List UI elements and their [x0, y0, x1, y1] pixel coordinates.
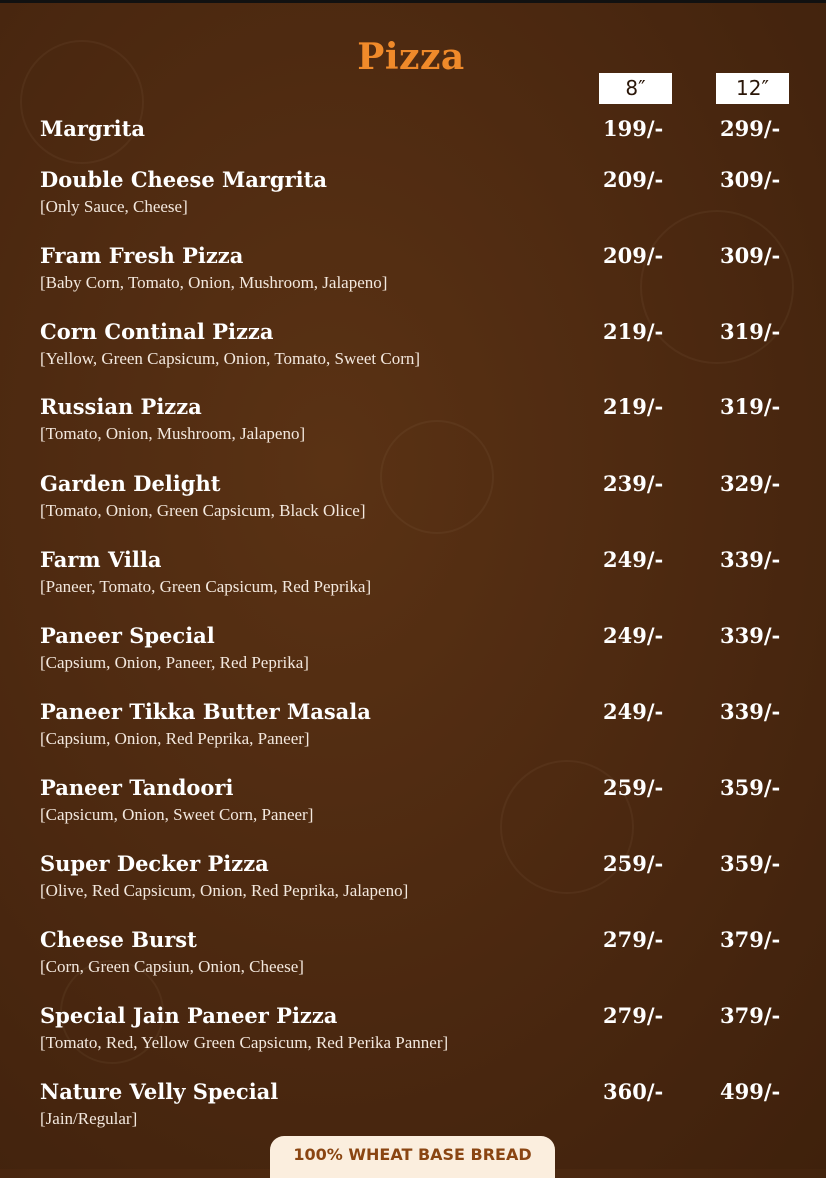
menu-item [40, 167, 800, 237]
item-price-8-inch: 219/- [603, 394, 664, 419]
item-name: Margrita [40, 116, 145, 141]
item-ingredients: [Yellow, Green Capsicum, Onion, Tomato, Sweet Corn] [40, 349, 421, 368]
menu-title: Pizza [357, 36, 465, 78]
item-name: Garden Delight [40, 471, 221, 496]
size-label-12-inch: 12″ [716, 73, 789, 104]
item-price-8-inch: 219/- [603, 319, 664, 344]
item-name: Nature Velly Special [40, 1079, 279, 1104]
menu-item [40, 851, 800, 921]
wheat-base-badge: 100% WHEAT BASE BREAD [270, 1136, 555, 1178]
menu-item [40, 623, 800, 693]
size-label-8-inch: 8″ [599, 73, 672, 104]
item-price-8-inch: 209/- [603, 243, 664, 268]
item-price-12-inch: 359/- [720, 775, 781, 800]
item-name: Super Decker Pizza [40, 851, 269, 876]
item-name: Double Cheese Margrita [40, 167, 327, 192]
item-price-12-inch: 379/- [720, 1003, 781, 1028]
menu-item [40, 775, 800, 845]
item-ingredients: [Corn, Green Capsiun, Onion, Cheese] [40, 957, 304, 976]
item-ingredients: [Capsium, Onion, Red Peprika, Paneer] [40, 729, 310, 748]
item-name: Paneer Tikka Butter Masala [40, 699, 371, 724]
item-price-12-inch: 319/- [720, 394, 781, 419]
item-ingredients: [Tomato, Onion, Green Capsicum, Black Olice] [40, 501, 366, 520]
item-price-12-inch: 339/- [720, 547, 781, 572]
menu-item [40, 1003, 800, 1073]
item-name: Corn Continal Pizza [40, 319, 274, 344]
menu-item [40, 699, 800, 769]
item-price-8-inch: 239/- [603, 471, 664, 496]
item-price-8-inch: 279/- [603, 1003, 664, 1028]
item-ingredients: [Tomato, Red, Yellow Green Capsicum, Red Perika Panner] [40, 1033, 449, 1052]
item-price-8-inch: 249/- [603, 547, 664, 572]
menu-item [40, 927, 800, 997]
item-ingredients: [Jain/Regular] [40, 1109, 138, 1128]
item-ingredients: [Capsium, Onion, Paneer, Red Peprika] [40, 653, 309, 672]
item-name: Farm Villa [40, 547, 162, 572]
menu-item [40, 394, 800, 464]
item-ingredients: [Paneer, Tomato, Green Capsicum, Red Peprika] [40, 577, 372, 596]
menu-item [40, 471, 800, 541]
item-price-8-inch: 249/- [603, 623, 664, 648]
menu-item [40, 243, 800, 313]
item-price-12-inch: 319/- [720, 319, 781, 344]
item-price-8-inch: 259/- [603, 851, 664, 876]
item-ingredients: [Tomato, Onion, Mushroom, Jalapeno] [40, 424, 306, 443]
item-name: Paneer Special [40, 623, 215, 648]
item-name: Fram Fresh Pizza [40, 243, 244, 268]
item-price-12-inch: 339/- [720, 623, 781, 648]
item-price-12-inch: 499/- [720, 1079, 781, 1104]
item-ingredients: [Baby Corn, Tomato, Onion, Mushroom, Jalapeno] [40, 273, 388, 292]
item-price-12-inch: 309/- [720, 167, 781, 192]
item-price-12-inch: 339/- [720, 699, 781, 724]
item-price-12-inch: 379/- [720, 927, 781, 952]
item-ingredients: [Capsicum, Onion, Sweet Corn, Paneer] [40, 805, 314, 824]
item-price-12-inch: 329/- [720, 471, 781, 496]
item-price-8-inch: 259/- [603, 775, 664, 800]
item-price-8-inch: 360/- [603, 1079, 664, 1104]
item-name: Paneer Tandoori [40, 775, 234, 800]
item-price-12-inch: 309/- [720, 243, 781, 268]
item-name: Russian Pizza [40, 394, 202, 419]
item-name: Cheese Burst [40, 927, 197, 952]
top-edge [0, 0, 826, 3]
item-price-12-inch: 299/- [720, 116, 781, 141]
item-ingredients: [Only Sauce, Cheese] [40, 197, 188, 216]
item-price-8-inch: 199/- [603, 116, 664, 141]
item-name: Special Jain Paneer Pizza [40, 1003, 338, 1028]
menu-item [40, 547, 800, 617]
item-ingredients: [Olive, Red Capsicum, Onion, Red Peprika, Jalapeno] [40, 881, 409, 900]
item-price-8-inch: 209/- [603, 167, 664, 192]
item-price-8-inch: 249/- [603, 699, 664, 724]
item-price-8-inch: 279/- [603, 927, 664, 952]
item-price-12-inch: 359/- [720, 851, 781, 876]
menu-item [40, 319, 800, 389]
